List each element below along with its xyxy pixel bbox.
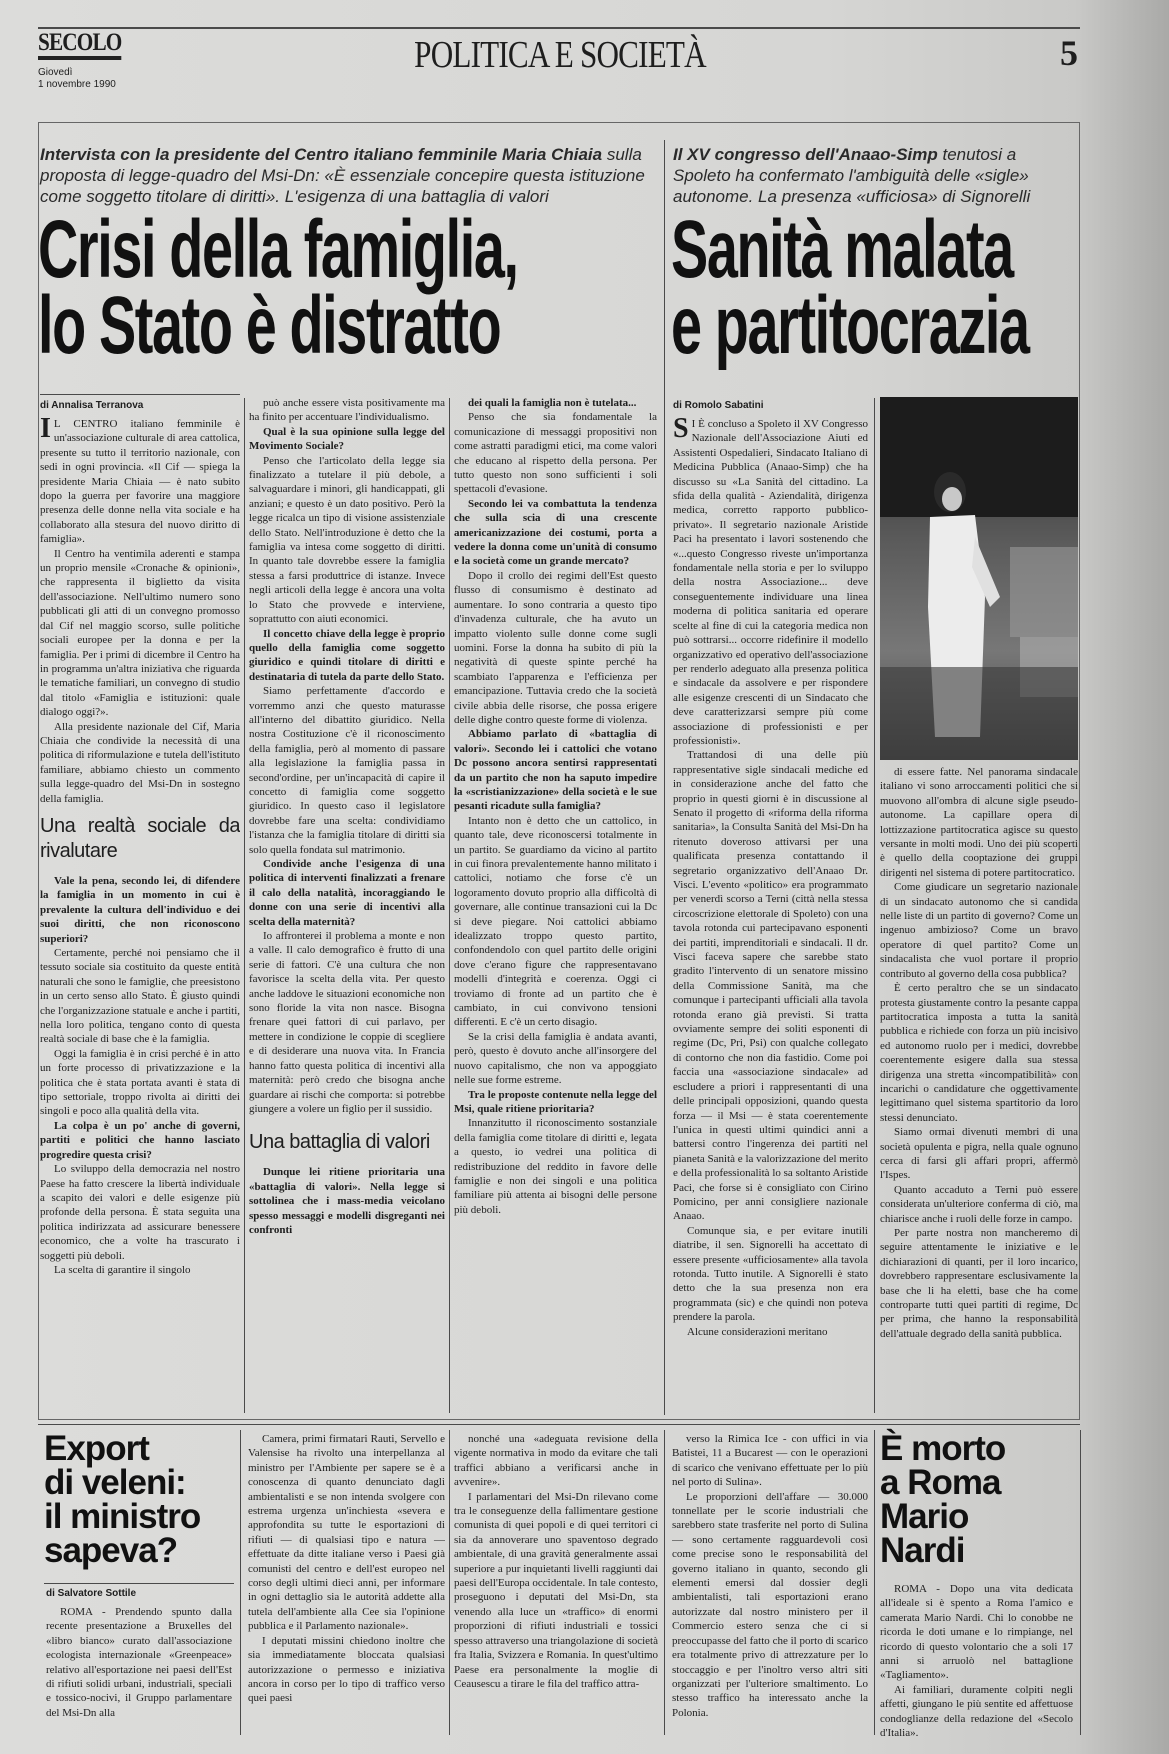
headline-line: lo Stato è distratto: [38, 280, 501, 371]
headline-line: È morto: [880, 1429, 1006, 1468]
headline-line: Mario: [880, 1497, 969, 1536]
article1-headline: [38, 204, 518, 371]
article2-kicker: [673, 144, 1073, 207]
paragraphs: [880, 765, 1078, 1341]
paragraph: Certamente, perché noi pensiamo che il tessuto sociale sia costituito da queste entità naturali che sono le famiglie, che preesistono in un certo senso allo Stato. È giusto quindi che l'organizzazione statuale e anche i partiti, nella loro politica, tengano conto di questa realtà sociale di base che è la famiglia.: [40, 947, 240, 1046]
column-rule: [664, 1430, 665, 1735]
paragraphs: [249, 396, 445, 1116]
paragraph: Camera, primi firmatari Rauti, Servello e Valensise ha rivolto una interpellanza al ministro per l'Ambiente per sapere se è a conoscenza di quanto denunciato dagli ambientalisti e se non intenda svolgere con estrema urgenza un'inchiesta «severa e approfondita su tutte le esportazioni di rifiuti — di qualsiasi tipo e natura — effettuate da ditte italiane verso i Paesi già comunisti del centro e dell'est europeo nel corso degli ultimi dieci anni, per informare in ogni dettaglio sia le autorità addette alla tutela dell'ambiente alla Cee sia l'opinione pubblica e il Parlamento nazionale».: [248, 1433, 445, 1633]
paragraphs: [40, 874, 240, 1277]
article3-headline: [44, 1429, 234, 1570]
article4-body: [880, 1582, 1073, 1738]
interview-question: Dunque lei ritiene prioritaria una «battaglia di valori». Nella legge si sottolinea che i mass-media veicolano spesso messaggi e modelli disgreganti nei confronti: [249, 1166, 445, 1236]
kicker-bold: Intervista con la presidente del Centro italiano femminile Maria Chiaia: [40, 145, 603, 164]
paragraph: Ai familiari, duramente colpiti negli affetti, giungano le più sentite ed affettuose condoglianze della redazione del «Secolo d'Italia».: [880, 1683, 1073, 1738]
hospital-photo: [880, 397, 1078, 760]
paragraph: Io affronterei il problema a monte e non a valle. Il calo demografico è frutto di una serie di fattori. C'è una cultura che non favorisce la scelta della vita. Per questo anche laddove le situazioni economiche non sono floride la vita non nasce. Bisogna frenare quei fattori di cui parlavo, per mettere in condizione le coppie di scegliere e di desiderare una nuova vita. In Francia hanno fatto questa politica di incentivi alla maternità: però credo che bisogna anche guardare ai rischi che comporta: si potrebbe giungere a volere un figlio per il sussidio.: [249, 930, 445, 1115]
paragraphs: [454, 1432, 658, 1691]
top-rule: [38, 27, 1080, 29]
headline-line: di veleni:: [44, 1463, 186, 1502]
byline: di Salvatore Sottile: [46, 1588, 137, 1599]
bottom-section-rule: [38, 1424, 1080, 1425]
paragraph: È certo peraltro che se un sindacato protesta giustamente contro la pesante cappa partitocratica imposta a tutta la sanità pubblica e richiede con forza un più incisivo ed autonomo ruolo per i medici, dovrebbe coerentemente esigere dalla sua stessa dirigenza una stretta «incompatibilità» con incarichi o candidature che oggettivamente legittimano quel sistema spartitorio da loro stessi denunciato.: [880, 982, 1078, 1124]
paragraphs: [673, 413, 868, 1339]
headline-line: il ministro: [44, 1497, 201, 1536]
interview-question: Abbiamo parlato di «battaglia di valori». Secondo lei i cattolici che votano Dc possono ancora sentirsi rappresentati da un partito che non ha saputo impedire la «scristianizzazione» della società e le sue pesanti ricadute sulla famiglia?: [454, 728, 657, 813]
paragraph: SI È concluso a Spoleto il XV Congresso Nazionale dell'Associazione Aiuti ed Assistenti Ospedalieri, Sindacato Italiano di Medicina Pubblica (Anaao-Simp) che ha discusso su «La Sanità del cittadino. La sfida della qualità - Aziendalità, dirigenza medica, corretto rapporto pubblico-privato». Il segretario nazionale Aristide Paci ha presentato i lavori sostenendo che «...questo Congresso riveste un'importanza fondamentale nella storia e per lo sviluppo della nostra Associazione... deve conseguentemente individuare una linea moderna di politica sanitaria ed operare scelte al fine di cui la categoria medica non può sottrarsi... occorre ridefinire il modello organizzativo ed operativo dell'associazione per renderlo adeguato alla presenza politica e sindacale da assolvere e per rispondere alle esigenze crescenti di un Sindacato che deve caratterizzarsi sempre più come associazione di professionisti e per professionisti».: [673, 413, 868, 747]
interview-question: Secondo lei va combattuta la tendenza che sulla scia di una crescente americanizzazione dei costumi, porta a vedere la donna come un'unità di consumo e la società come un grande mercato?: [454, 497, 657, 568]
interview-question: Tra le proposte contenute nella legge del Msi, quale ritiene prioritaria?: [454, 1088, 657, 1115]
interview-question: Vale la pena, secondo lei, di difendere la famiglia in un momento in cui è prevalente la cultura dell'individuo e dei suoi diritti, che non riconoscono superiori?: [40, 874, 240, 945]
paragraphs: [880, 1582, 1073, 1738]
paragraph: Il Centro ha ventimila aderenti e stampa un proprio mensile «Cronache & opinioni», che rappresenta il biglietto da visita dell'associazione. Nell'ultimo numero sono pubblicati gli atti di un convegno promosso dal Cif nel maggio scorso, sulle politiche sociali europee per la donna e per la famiglia. Per i primi di dicembre il Centro ha in programma un'altra iniziativa che riguarda le tematiche familiari, un convegno di studio dal titolo «Famiglia e istituzioni: quale dialogo oggi?».: [40, 547, 240, 719]
paragraph: La scelta di garantire il singolo: [54, 1263, 191, 1276]
article4-headline: [880, 1429, 1070, 1570]
article1-kicker: [40, 144, 650, 207]
article3-column-4: [672, 1432, 868, 1738]
column-rule: [1080, 1430, 1081, 1735]
paragraph: ROMA - Prendendo spunto dalla recente presentazione a Bruxelles del «libro bianco» curato dall'associazione ecologista internazionale «Greenpeace» relativo all'esportazione nei paesi dell'Est di rifiuti solidi urbani, industriali, speciali e tossico-nocivi, il Gruppo parlamentare del Msi-Dn alla: [46, 1606, 232, 1719]
headline-line: Nardi: [880, 1531, 965, 1570]
column-rule: [874, 398, 875, 1413]
interview-question: dei quali la famiglia non è tutelata...: [468, 397, 637, 409]
paragraphs: [249, 1165, 445, 1237]
column-rule: [449, 1430, 450, 1735]
paragraphs: [454, 396, 657, 1217]
paragraph: ROMA - Dopo una vita dedicata all'ideale si è spento a Roma l'amico e camerata Mario Nardi. Chi lo conobbe ne ricorda le doti umane e lo rimpiange, nel ricordo di questo volontario che a soli 17 anni si arruolò nel battaglione «Tagliamento».: [880, 1583, 1073, 1682]
paragraph: Innanzitutto il riconoscimento sostanziale della famiglia come titolare di diritti e, legata a questo, io vedrei una politica di redistribuzione del reddito in favore delle famiglie e non dei singoli e una politica familiare più attenta ai bisogni delle persone più deboli.: [454, 1117, 657, 1216]
article1-column-3: [454, 396, 657, 1415]
article1-column-1: [40, 400, 240, 1415]
section-title: POLITICA E SOCIETÀ: [414, 34, 706, 76]
paragraph: Alcune considerazioni meritano: [687, 1325, 828, 1338]
issue-date: [38, 67, 116, 91]
paragraph: Intanto non è detto che un cattolico, in quanto tale, deve riconoscersi totalmente in un partito. Se guardiamo da vicino al partito in cui finora prevalentemente hanno militato i cattolici, notiamo che forse c'è un logoramento dovuto proprio alla difficoltà di governare, alle continue transazioni cui la Dc si deve piegare. Noi cattolici abbiamo idealizzato troppo questo partito, confondendolo con quel partito delle origini dove c'erano figure che rappresentavano modelli d'integrità e coerenza. Oggi ci troviamo di fronte ad un partito che è cambiato, in cui convivono tensioni differenti. E c'è un certo disagio.: [454, 814, 657, 1029]
subheading: Una battaglia di valori: [249, 1131, 430, 1154]
column-divider: [664, 140, 665, 1415]
paragraph: Penso che sia fondamentale la comunicazione di messaggi propositivi non come astratti paradigmi etici, ma come valori che educano al rispetto della persona. Per tutto questo non sono sufficienti i soli spettacoli d'evasione.: [454, 411, 657, 496]
article2-column-1: [673, 400, 868, 1415]
article3-column-1: [46, 1588, 232, 1738]
headline-line: Sanità malata: [671, 204, 1013, 295]
paragraph: I deputati missini chiedono inoltre che sia immediatamente bloccata qualsiasi autorizzazione o permesso e iniziativa ancora in corso per lo tipo di traffico verso quei paesi: [248, 1634, 445, 1705]
article3-column-2: [248, 1432, 445, 1738]
paragraph: Dopo il crollo dei regimi dell'Est questo flusso di consumismo è destinato ad aumentare. Io sono contraria a questo tipo d'invadenza culturale, che ha avuto un impatto violento sulle donne come sugli uomini. Forse la donna ha subito di più la negatività di queste spinte perché ha scambiato l'apparenza e l'efficienza per emancipazione. Tuttavia credo che la società civile abbia delle risorse, che possa erigere delle dighe contro queste forme di violenza.: [454, 569, 657, 726]
paragraph: verso la Rimica Ice - con uffici in via Batistei, 11 a Bucarest — con le operazioni di scarico che venivano effettuate per lo più nel porto di Sulina».: [672, 1433, 868, 1489]
interview-question: La colpa è un po' anche di governi, partiti e politici che hanno lasciato progredire questa crisi?: [40, 1119, 240, 1161]
article3-column-3: [454, 1432, 658, 1738]
paragraph: Comunque sia, e per evitare inutili diatribe, il sen. Signorelli ha accettato di essere presente «ufficiosamente» alla tavola rotonda. Tutto inutile. A Signorelli è stato detto che la sua presenza non era programmata (sic) e che quindi non poteva prendere la parola.: [673, 1224, 868, 1324]
paragraph: di essere fatte. Nel panorama sindacale italiano vi sono arroccamenti politici che si muovono all'ombra di alcune sigle pseudo-autonome. La capillare opera di lottizzazione partitocratica agisce su questo versante in molti modi. Uno dei più scoperti è quello della cooptazione dei gruppi dirigenti nel sistema di potere partitocratico.: [880, 766, 1078, 879]
article2-column-2: [880, 765, 1078, 1415]
page-number: 5: [1060, 33, 1078, 73]
paragraph: può anche essere vista positivamente ma ha finito per accentuare l'individualismo.: [249, 397, 445, 424]
byline: di Annalisa Terranova: [40, 400, 144, 411]
paragraph: Come giudicare un segretario nazionale di un sindacato autonomo che si candida nelle liste di un partito di governo? Come un ingenuo ambizioso? Come un bravo operatore di quel partito? Come un sindacalista che vuol portare il proprio contributo al governo della cosa pubblica?: [880, 881, 1078, 980]
interview-question: Qual è la sua opinione sulla legge del Movimento Sociale?: [249, 425, 445, 453]
paragraph: Trattandosi di una delle più rappresentative sigle sindacali mediche ed in considerazione anche del fatto che proprio in questi giorni è in discussione al Senato il progetto di «riforma della riforma sanitaria», la Consulta Sanità del Msi-Dn ha ritenuto doveroso attivarsi per una qualificata presenza contattando il segretario organizzativo dell'Anaao Dr. Visci. L'evento «politico» era programmato per venerdì scorso a Terni (città nella stessa circoscrizione elettorale di Spoleto) con una tavola rotonda cui partecipavano esponenti dei partiti, imprenditoriali e sindacali. Il dr. Visci faceva sapere che sarebbe stato gradito l'intervento di un senatore missino della Commissione Sanità, ma che comunque i partecipanti ufficiali alla tavola rotonda erano già previsti. Si tratta ovviamente sempre dei soliti esponenti di regime (Dc, Pri, Psi) con qualche collegato di contorno che non dia fastidio. Come poi faccia una «associazione sindacale» ad escludere a priori i rappresentanti di una delle principali opposizioni, quando questa forza — il Msi — è stata coerentemente l'unica in questi ultimi quindici anni a battersi contro l'ingerenza dei partiti nel pianeta Sanità e la valorizzazione del merito e della professionalità lo sa soltanto Aristide Paci, che forse si è consigliato con Cirino Pomicino, per anni consigliere nazionale Anaao.: [673, 749, 868, 1223]
byline: di Romolo Sabatini: [673, 400, 764, 411]
column-rule: [244, 398, 245, 1413]
paragraph: nonché una «adeguata revisione della vigente normativa in modo da evitare che tali traffici abbiano a verificarsi anche in avvenire».: [454, 1433, 658, 1489]
masthead-logo: SECOLO: [38, 30, 121, 60]
paragraph: Siamo ormai divenuti membri di una società opulenta e pigra, nella quale ognuno cerca di farsi gli affari propri, affermò l'Ispes.: [880, 1126, 1078, 1182]
headline-line: e partitocrazia: [671, 280, 1029, 371]
headline-line: sapeva?: [44, 1531, 178, 1570]
paragraph: Per parte nostra non mancheremo di seguire attentamente le iniziative e le dichiarazioni di quanti, per il loro incarico, dovrebbero rappresentare esclusivamente la base che li ha eletti, base che ha come controparte tutti quei partiti di regime, Dc per prima, che hanno la responsabilità dell'attuale degrado della sanità pubblica.: [880, 1227, 1078, 1340]
headline-line: Crisi della famiglia,: [38, 204, 518, 295]
kicker-text: tenutosi a Spoleto ha confermato l'ambiguità delle «sigle» autonome. La presenza «ufficiosa» di Signorelli: [673, 145, 1031, 206]
headline-line: Export: [44, 1429, 149, 1468]
byline-rule: [40, 394, 240, 395]
interview-question: Condivide anche l'esigenza di una politica di interventi finalizzati a frenare il calo della natalità, incoraggiando le donne con una serie di incentivi alla scelta della maternità?: [249, 858, 445, 928]
article2-headline: [671, 204, 1029, 371]
paragraphs: [672, 1432, 868, 1720]
issue-date-text: 1 novembre 1990: [38, 79, 116, 90]
column-rule: [449, 398, 450, 1413]
paragraph: Oggi la famiglia è in crisi perché è in atto un forte processo di privatizzazione e la politica che è stata portata avanti è stata di tipo settoriale, troppo rivolta ai diritti dei singoli e poco alla qualità della vita.: [40, 1047, 240, 1118]
paragraphs: [40, 413, 240, 806]
paragraphs: [46, 1605, 232, 1720]
paragraph: Se la crisi della famiglia è andata avanti, però, questo è dovuto anche all'insorgere del nuovo capitalismo, che non va appoggiato nelle sue forme estreme.: [454, 1030, 657, 1087]
interview-question: Il concetto chiave della legge è proprio quello della famiglia come soggetto giuridico e quindi titolare di diritti e destinataria di tutela da parte dello Stato.: [249, 627, 445, 683]
column-rule: [874, 1430, 875, 1735]
paragraph: IL CENTRO italiano femminile è un'associazione culturale di area cattolica, presente su tutto il territorio nazionale, con sedi in ogni provincia. «Il Cif — spiega la presidente Maria Chiaia — è nato subito dopo la guerra per favorire una maggiore presenza delle donne nella vita sociale e ha collaborato alla stesura del nuovo diritto di famiglia».: [40, 413, 240, 546]
paragraph: Alla presidente nazionale del Cif, Maria Chiaia che condivide la necessità di una politica di riformulazione e tutela dell'istituto familiare, abbiamo chiesto un commento sulla legge-quadro del Msi-Dn in sostegno della famiglia.: [40, 720, 240, 805]
subheading: Una realtà sociale da rivalutare: [40, 814, 240, 862]
paragraph: Penso che l'articolato della legge sia finalizzato a tutelare il più debole, a salvaguardare i minori, gli handicappati, gli anziani; e questo è un dato positivo. Però la legge ricalca un tipo di visione assistenziale dello Stato. Nell'introduzione è detto che la famiglia va intesa come soggetto di diritti. In quanto tale dovrebbe essere la famiglia stessa a farsi produttrice di istanze. Invece negli articoli della legge è ancora una volta lo Stato che provvede e interviene, soprattutto con aiuti economici.: [249, 454, 445, 626]
kicker-bold: Il XV congresso dell'Anaao-Simp: [673, 145, 938, 164]
photo-doctor-in-ward: [880, 397, 1078, 760]
column-rule: [240, 1430, 241, 1735]
kicker-text: sulla proposta di legge-quadro del Msi-Dn: «È essenziale concepire questa istituzione come soggetto titolare di diritti». L'esigenza di una battaglia di valori: [40, 145, 645, 206]
paragraph: Lo sviluppo della democrazia nel nostro Paese ha fatto crescere la libertà individuale a scapito dei valori e delle esigenze più profonde della persona. È stata seguita una politica indirizzata ad assicurare benessere economico, che a volte ha trascurato i soggetti più deboli.: [40, 1163, 240, 1262]
paragraph: Quanto accaduto a Terni può essere considerata un'ulteriore conferma di ciò, ma chiarisce anche i ruoli delle forze in campo.: [880, 1183, 1078, 1225]
issue-day: Giovedì: [38, 67, 73, 78]
paragraphs: [248, 1432, 445, 1706]
article1-column-2: [249, 396, 445, 1415]
paragraph: Le proporzioni dell'affare — 30.000 tonnellate per le scorie industriali che sarebbero state trasferite nel porto di Sulina — sono certamente ragguardevoli così come precise sono le responsabilità del governo italiano in quanto, secondo gli elementi emersi dal dossier degli ambientalisti, tali esportazioni erano autorizzate dal nostro ministero per il Commercio estero senza che ci si preoccupasse del fatto che il porto di scarico era totalmente privo di attrezzature per lo stoccaggio e per l'inoltro verso altri siti organizzati per l'ulteriore smaltimento. Lo stesso traffico ha interessato anche la Polonia.: [672, 1490, 868, 1719]
paragraph: I parlamentari del Msi-Dn rilevano come tra le conseguenze della fallimentare gestione comunista di quei popoli e di quei territori ci sia da annoverare uno spaventoso degrado ambientale, di una gravità generalmente assai superiore a pur inquietanti livelli raggiunti dai paesi dell'Europa occidentale. In tale contesto, proseguono i deputati del Msi-Dn, sta venendo alla luce un «traffico» di enormi proporzioni di rifiuti industriali e tossici spesso attraverso una triangolazione di società fra Italia, Svizzera e Romania. In quest'ultimo Paese era personalmente la moglie di Ceausescu a tirare le fila del traffico attra-: [454, 1490, 658, 1690]
headline-line: a Roma: [880, 1463, 1001, 1502]
paragraph: Siamo perfettamente d'accordo e vorremmo anzi che questo maturasse all'interno del dibattito giuridico. Nella nostra Costituzione c'è il riconoscimento della famiglia, però al momento di passare alla legislazione la famiglia passa in second'ordine, per un'incapacità di capire il concetto di famiglia come soggetto giuridico. In questo caso il legislatore dovrebbe fare una scelta: condividiamo l'istanza che la famiglia titolare di diritti sia solo quella fondata sul matrimonio.: [249, 685, 445, 856]
byline-rule: [44, 1583, 234, 1584]
